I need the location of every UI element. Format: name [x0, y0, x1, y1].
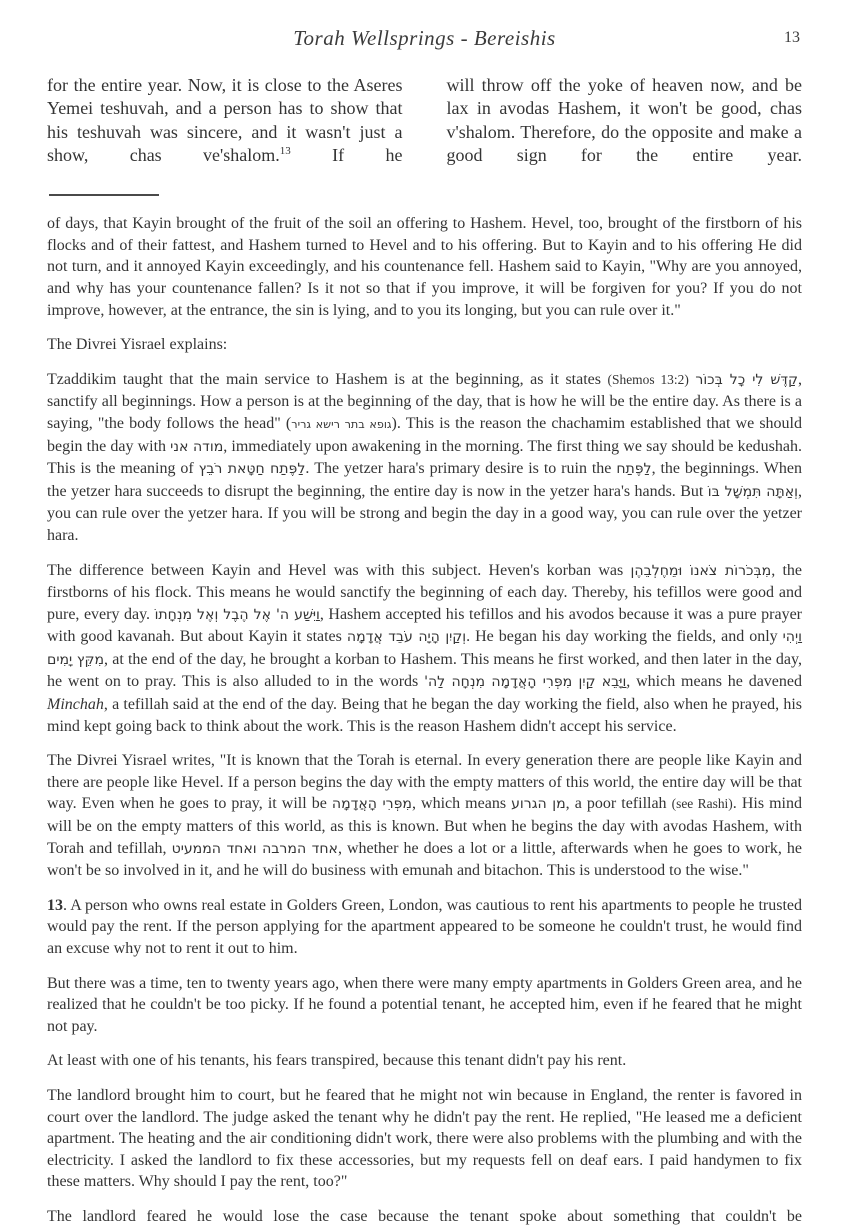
main-column-right: will throw off the yoke of heaven now, and be lax in avodas Hashem, it won't be good, chas v'shalom. Therefore, do the opposite and make a good sign for the entire year.: [446, 75, 802, 165]
page-number: 13: [784, 29, 800, 46]
footnotes-section: [47, 213, 802, 1227]
footnote-paragraph-difference-kayin-hevel: The difference between Kayin and Hevel was with this subject. Heven's korban was מִבְּכֹרוֹת צֹאנוֹ וּמֵחֶלְבֵהֶן, the firstborns of his flock. This means he would sanctify the beginning of each day. Thereby, his tefillos were good and pure, every day. וַיִּשַׁע ה' אֶל הֶבֶל וְאֶל מִנְחָתוֹ, Hashem accepted his tefillos and his avodos because it was a pure prayer with good kavanah. But about Kayin it states וְקַיִן הָיָה עֹבֵד אֲדָמָה. He began his day working the fields, and only וַיְהִי מִקֵּץ יָמִים, at the end of the day, he brought a korban to Hashem. This means he first worked, and then later in the day, he went on to pray. This is also alluded to in the words וַיָּבֵא קַיִן מִפְּרִי הָאֲדָמָה מִנְחָה לַה', which means he davened Minchah, a tefillah said at the end of the day. Being that he began the day working the field, also when he prayed, his mind kept going back to think about the work. This is the reason Hashem didn't accept his service.: [47, 561, 803, 735]
running-head-title: Torah Wellsprings - Bereishis: [293, 26, 556, 50]
page-header: [47, 26, 802, 60]
footnote-separator: [49, 194, 159, 196]
footnote-paragraph-tenant-fears: At least with one of his tenants, his fears transpired, because this tenant didn't pay his rent.: [47, 1052, 627, 1070]
main-text-columns: [47, 74, 802, 167]
footnote-paragraph-tzaddikim: Tzaddikim taught that the main service to Hashem is at the beginning, as it states (Shemos 13:2) קַדֶּשׁ לִי כָל בְּכוֹר, sanctify all beginnings. How a person is at the beginning of the day, that is how he will be the entire day. As there is a saying, "the body follows the head" (גופא בתר רישא גריר). This is the reason the chachamim established that we should begin the day with מודה אני, immediately upon awakening in the morning. The first thing we say should be kedushah. This is the meaning of לַפֶּתַח חַטָּאת רֹבֵץ. The yetzer hara's primary desire is to ruin the לַפֶּתַח, the beginnings. When the yetzer hara succeeds to disrupt the beginning, the entire day is now in the yetzer hara's hands. But וְאַתָּה תִּמְשָׁל בּוֹ, you can rule over the yetzer hara. If you will be strong and begin the day in a good way, you can rule over the yetzer hara.: [47, 370, 803, 544]
footnote-paragraph-landlord-feared: The landlord feared he would lose the case because the tenant spoke about something that couldn't be: [47, 1207, 802, 1225]
footnote-paragraph-golders-green-time: But there was a time, ten to twenty years ago, when there were many empty apartments in Golders Green area, and he realized that he couldn't be too picky. If he found a potential tenant, he accepted him, even if he feared that he might not pay.: [47, 974, 802, 1035]
footnote-paragraph-court: The landlord brought him to court, but he feared that he might not win because in England, the renter is favored in court over the landlord. The judge asked the tenant why he didn't pay the rent. He replied, "He leased me a deficient apartment. The heating and the air conditioning didn't work, there were also problems with the plumbing and with the electricity. I asked the landlord to fix these accessories, but my requests fell on deaf ears. I paid handymen to fix these matters. Why should I pay the rent, too?": [47, 1086, 802, 1191]
footnote-13-paragraph: 13. A person who owns real estate in Golders Green, London, was cautious to rent his apartments to people he trusted would pay the rent. If the person applying for the apartment appeared to be someone he couldn't trust, he would find an excuse why not to rent it out to him.: [47, 896, 802, 957]
footnote-paragraph-divrei-yisrael-writes: The Divrei Yisrael writes, "It is known that the Torah is eternal. In every generation there are people like Kayin and there are people like Hevel. If a person begins the day with the empty matters of this world, the entire day will be that way. Even when he goes to pray, it will be מִפְּרִי הָאֲדָמָה, which means מן הגרוע, a poor tefillah (see Rashi). His mind will be on the empty matters of this world, as this is known. But when he begins the day with avodas Hashem, with Torah and tefillah, אחד המרבה ואחד הממעיט, whether he does a lot or a little, afterwards when he goes to work, he won't be so involved in it, and he will do business with emunah and bitachon. This is understood to the wise.": [47, 752, 803, 880]
footnote-paragraph-divrei-yisrael-explains: The Divrei Yisrael explains:: [47, 336, 228, 354]
footnote-continuation-paragraph: of days, that Kayin brought of the fruit of the soil an offering to Hashem. Hevel, too, brought of the firstborn of his flocks and of their fattest, and Hashem turned to Hevel and to his offering. But to Kayin and to his offering He did not turn, and it annoyed Kayin exceedingly, and his countenance fell. Hashem said to Kayin, "Why are you annoyed, and why has your countenance fallen? Is it not so that if you improve, it will be forgiven for you? If you do not improve, however, at the entrance, the sin is lying, and to you its longing, but you can rule over it.": [47, 215, 802, 319]
main-column-left: for the entire year. Now, it is close to the Aseres Yemei teshuvah, and a person has to show that his teshuvah was sincere, and it wasn't just a show, chas ve'shalom.$^{13}$ If he: [47, 75, 403, 165]
